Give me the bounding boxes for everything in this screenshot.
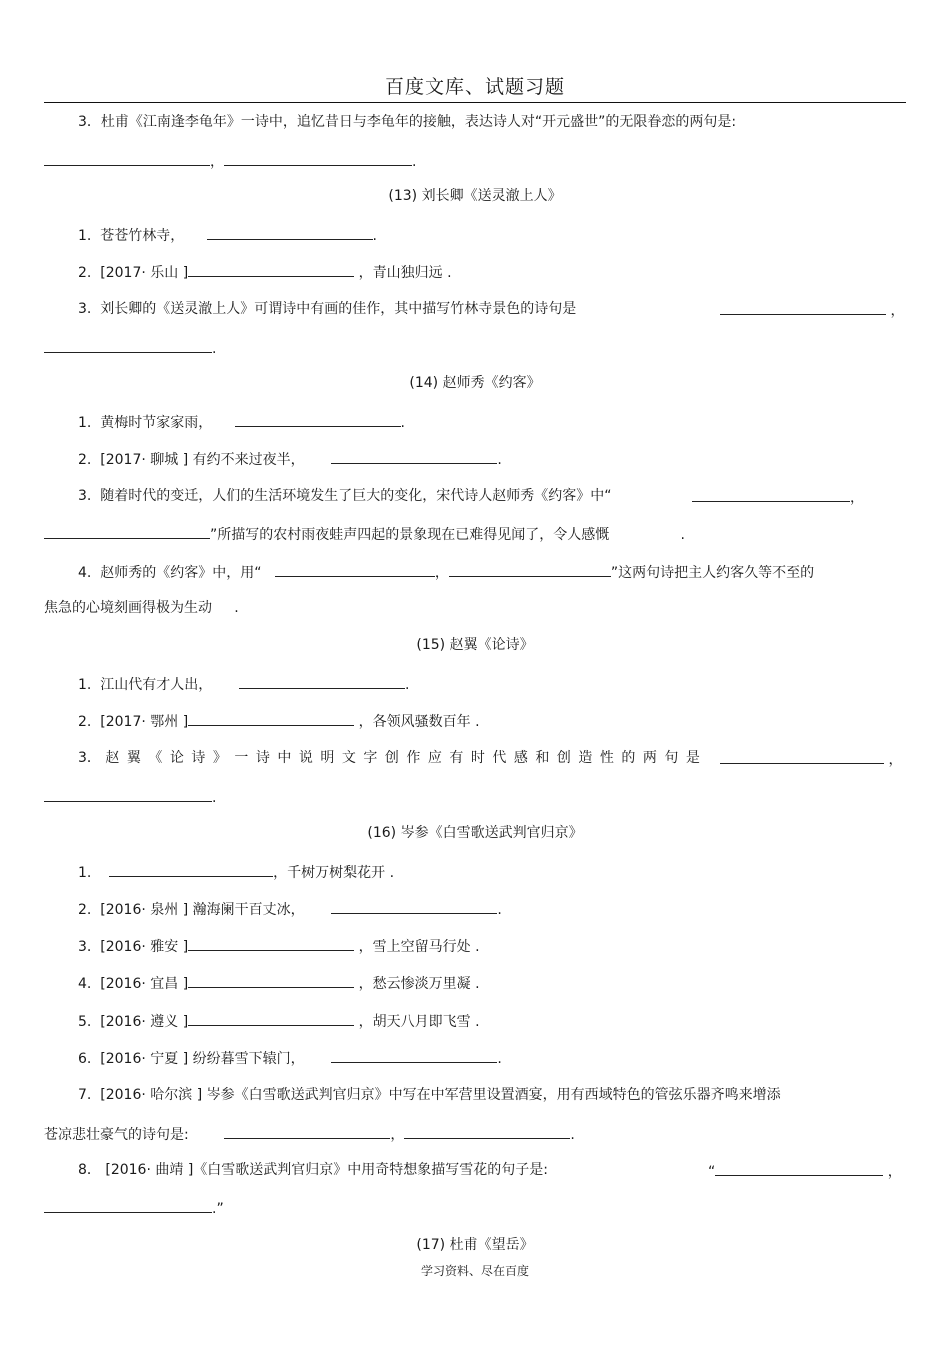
section-title: (13) 刘长卿《送灵澈上人》 bbox=[388, 188, 562, 204]
question-item: 1. 黄梅时节家家雨， . bbox=[78, 411, 405, 433]
answer-blank[interactable] bbox=[331, 898, 497, 914]
question-item: 3. 随着时代的变迁，人们的生活环境发生了巨大的变化，宋代诗人赵师秀《约客》中“ bbox=[78, 488, 612, 504]
answer-blank[interactable] bbox=[331, 448, 497, 464]
answer-blank[interactable] bbox=[44, 786, 212, 802]
question-item: 1. 苍苍竹林寺， . bbox=[78, 224, 377, 246]
answer-line: .” bbox=[44, 1197, 224, 1219]
answer-blank[interactable] bbox=[275, 561, 435, 577]
answer-blank[interactable] bbox=[331, 1047, 497, 1063]
answer-line: ， bbox=[692, 486, 864, 508]
answer-blank[interactable] bbox=[207, 224, 373, 240]
question-item: 苍凉悲壮豪气的诗句是: ， . bbox=[44, 1123, 575, 1145]
page-footer: 学习资料、尽在百度 bbox=[420, 1264, 529, 1278]
answer-line: ， . bbox=[44, 150, 416, 172]
answer-blank[interactable] bbox=[188, 972, 354, 988]
question-item: 3. 刘长卿的《送灵澈上人》可谓诗中有画的佳作，其中描写竹林寺景色的诗句是 bbox=[78, 301, 577, 317]
answer-blank[interactable] bbox=[188, 710, 354, 726]
question-item: 3． 赵翼《论诗》一诗中说明文字创作应有时代感和创造性的两句是 bbox=[78, 750, 708, 766]
question-item: 7. [2016· 哈尔滨 ] 岑参《白雪歌送武判官归京》中写在中军营里设置酒宴，用有西域特色的管弦乐器齐鸣来增添 bbox=[78, 1087, 781, 1103]
answer-blank[interactable] bbox=[188, 935, 354, 951]
question-item: 2. [2017· 鄂州 ] ，各领风骚数百年 . bbox=[78, 710, 480, 732]
question-item: 4. [2016· 宜昌 ] ，愁云惨淡万里凝 . bbox=[78, 972, 480, 994]
answer-blank[interactable] bbox=[109, 861, 273, 877]
section-title: (16) 岑参《白雪歌送武判官归京》 bbox=[367, 825, 583, 841]
question-item: 1. ，千树万树梨花开 . bbox=[78, 861, 394, 883]
answer-line: ， bbox=[720, 748, 902, 770]
question-item: 2. [2017· 乐山 ] ，青山独归远 . bbox=[78, 261, 452, 283]
answer-blank[interactable] bbox=[224, 150, 412, 166]
question-item: 2. [2017· 聊城 ] 有约不来过夜半， . bbox=[78, 448, 502, 470]
answer-line: . bbox=[44, 786, 216, 808]
answer-line: . bbox=[44, 337, 216, 359]
answer-blank[interactable] bbox=[44, 150, 210, 166]
answer-blank[interactable] bbox=[235, 411, 401, 427]
answer-blank[interactable] bbox=[720, 299, 886, 315]
question-item: 1. 江山代有才人出， . bbox=[78, 673, 409, 695]
answer-blank[interactable] bbox=[720, 748, 884, 764]
answer-blank[interactable] bbox=[224, 1123, 390, 1139]
answer-blank[interactable] bbox=[715, 1160, 883, 1176]
question-item: ”所描写的农村雨夜蛙声四起的景象现在已难得见闻了，令人感慨 . bbox=[44, 523, 685, 545]
answer-line: ， bbox=[720, 299, 904, 321]
section-title: (15) 赵翼《论诗》 bbox=[416, 637, 534, 653]
answer-blank[interactable] bbox=[188, 261, 354, 277]
question-item: 6. [2016· 宁夏 ] 纷纷暮雪下辕门， . bbox=[78, 1047, 502, 1069]
answer-blank[interactable] bbox=[404, 1123, 570, 1139]
question-item: 8． [2016· 曲靖 ]《白雪歌送武判官归京》中用奇特想象描写雪花的句子是: bbox=[78, 1162, 548, 1178]
question-item: 5. [2016· 遵义 ] ，胡天八月即飞雪 . bbox=[78, 1010, 480, 1032]
question-item: 4. 赵师秀的《约客》中，用“ ， ”这两句诗把主人约客久等不至的 bbox=[78, 561, 814, 583]
answer-blank[interactable] bbox=[449, 561, 611, 577]
answer-blank[interactable] bbox=[188, 1010, 354, 1026]
question-item: 2. [2016· 泉州 ] 瀚海阑干百丈冰， . bbox=[78, 898, 502, 920]
header-divider bbox=[44, 102, 906, 103]
question-text: 3．杜甫《江南逢李龟年》一诗中，追忆昔日与李龟年的接触，表达诗人对“开元盛世”的无限眷恋的两句是: bbox=[78, 114, 737, 130]
section-title: (14) 赵师秀《约客》 bbox=[409, 375, 541, 391]
answer-line: “ ， bbox=[708, 1160, 902, 1182]
answer-blank[interactable] bbox=[239, 673, 405, 689]
answer-blank[interactable] bbox=[44, 337, 212, 353]
page-header-title: 百度文库、试题习题 bbox=[384, 76, 565, 98]
section-title: (17) 杜甫《望岳》 bbox=[416, 1237, 534, 1253]
question-item: 焦急的心境刻画得极为生动 . bbox=[44, 600, 239, 616]
question-item: 3. [2016· 雅安 ] ，雪上空留马行处 . bbox=[78, 935, 480, 957]
answer-blank[interactable] bbox=[44, 1197, 212, 1213]
answer-blank[interactable] bbox=[44, 523, 210, 539]
answer-blank[interactable] bbox=[692, 486, 850, 502]
